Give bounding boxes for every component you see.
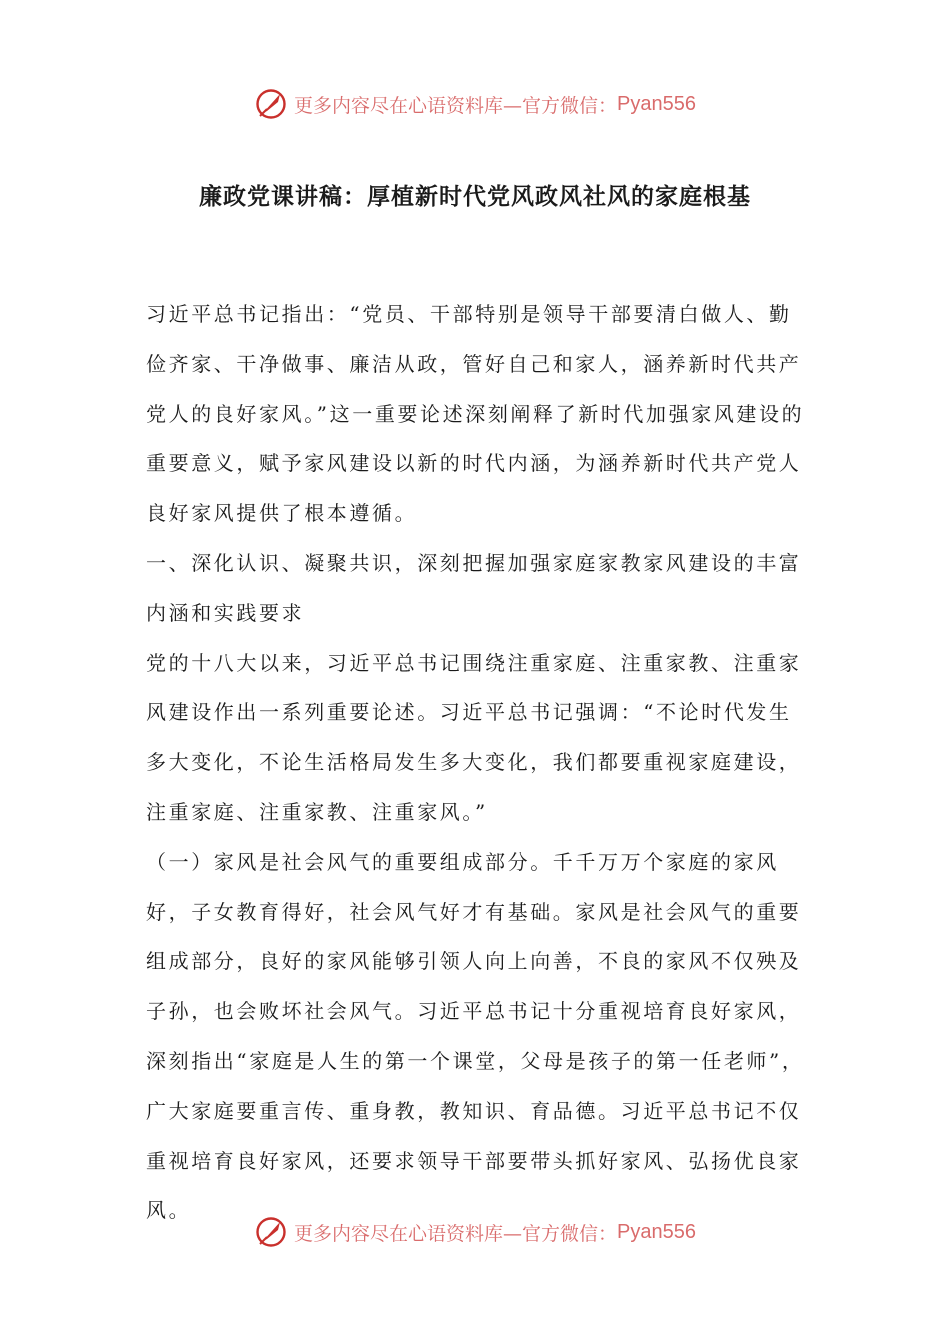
quill-circle-logo-icon: [254, 1215, 288, 1249]
paragraph-section-1: 党的十八大以来，习近平总书记围绕注重家庭、注重家教、注重家风建设作出一系列重要论述。习近平总书记强调：“不论时代发生多大变化，不论生活格局发生多大变化，我们都要重视家庭建设，注重家庭、注重家教、注重家风。”: [146, 650, 802, 824]
section-heading-1: 一、深化认识、凝聚共识，深刻把握加强家庭家教家风建设的丰富内涵和实践要求: [146, 550, 802, 625]
footer-watermark: [0, 1212, 950, 1252]
watermark-brand-text: 更多内容尽在心语资料库—官方微信：: [294, 94, 618, 117]
paragraph-subsection-1: （一）家风是社会风气的重要组成部分。千千万万个家庭的家风好，子女教育得好，社会风气好才有基础。家风是社会风气的重要组成部分，良好的家风能够引领人向上向善，不良的家风不仅殃及子孙，也会败坏社会风气。习近平总书记十分重视培育良好家风，深刻指出“家庭是人生的第一个课堂，父母是孩子的第一任老师”，广大家庭要重言传、重身教，教知识、育品德。习近平总书记不仅重视培育良好家风，还要求领导干部要带头抓好家风、弘扬优良家风。: [146, 849, 805, 1223]
header-watermark: [0, 84, 950, 124]
watermark-account: Pyan556: [617, 1220, 696, 1243]
document-body: [146, 290, 811, 1236]
document-title: 廉政党课讲稿：厚植新时代党风政风社风的家庭根基: [199, 183, 751, 210]
paragraph-intro: 习近平总书记指出：“党员、干部特别是领导干部要清白做人、勤俭齐家、干净做事、廉洁从政，管好自己和家人，涵养新时代共产党人的良好家风。”这一重要论述深刻阐释了新时代加强家风建设的重要意义，赋予家风建设以新的时代内涵，为涵养新时代共产党人良好家风提供了根本遵循。: [146, 302, 805, 526]
watermark-brand-text: 更多内容尽在心语资料库—官方微信：: [294, 1222, 618, 1245]
watermark-account: Pyan556: [617, 92, 696, 115]
quill-circle-logo-icon: [254, 87, 288, 121]
